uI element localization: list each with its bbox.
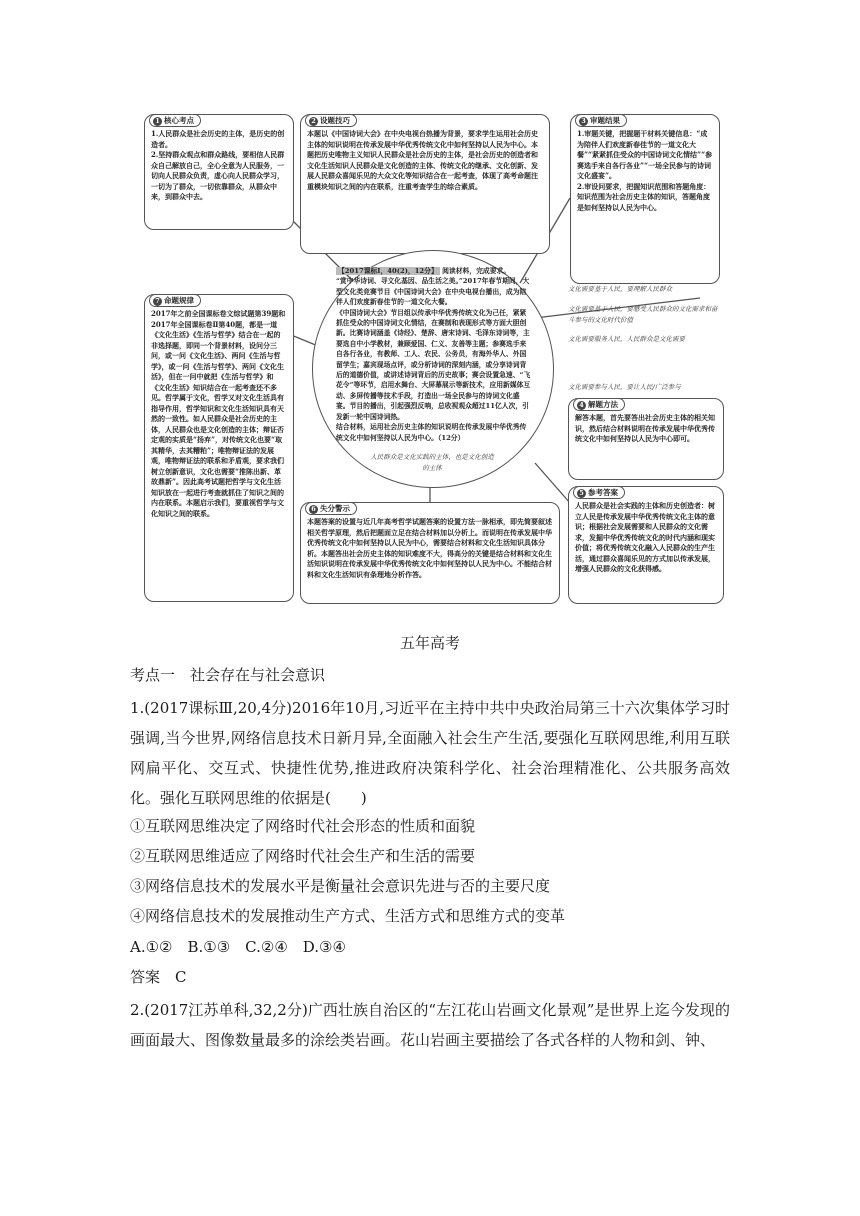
box-text: 本题以《中国诗词大会》在中央电视台热播为背景，要求学生运用社会历史主体的知识说明在传承发展中华优秀传统文化中如何坚持以人民为中心。本题把历史唯物主义知识人民群众是社会历史的主体，是社会历史的创造者和文化生活知识人民群众是文化创造的主体、传统文化的继承、文化创新、发展人民群众喜闻乐见的大众文化等知识结合在一起考查，体现了高考命题注重模块知识之间的内在联系，注重考查学生的综合素质。 xyxy=(307,129,538,191)
question-1-option-3: ③网络信息技术的发展水平是衡量社会意识先进与否的主要尺度 xyxy=(130,877,551,895)
box-tag: 3 审题结果 xyxy=(575,114,627,127)
box-text: 1.人民群众是社会历史的主体，是历史的创造者。 2.坚持群众观点和群众路线，要相信人民群众自己解放自己，全心全意为人民服务，一切向人民群众负责，虚心向人民群众学习，一切为了群众，一切依靠群众，从群众中来，到群众中去。 xyxy=(151,129,285,201)
box-reading-results xyxy=(570,114,720,284)
box-solution-method xyxy=(568,398,724,480)
box-tag: 6 失分警示 xyxy=(305,502,357,515)
question-1-option-1: ①互联网思维决定了网络时代社会形态的性质和面貌 xyxy=(130,817,476,835)
margin-note-1: 文化需要基于人民，要理解人民群众 xyxy=(568,285,672,293)
question-1-stem: 1.(2017课标Ⅲ,20,4分)2016年10月,习近平在主持中共中央政治局第三十六次集体学习时强调,当今世界,网络信息技术日新月异,全面融入社会生产生活,要强化互联网思维,利用互联网扁平化、交互式、快捷性优势,推进政府决策科学化、社会治理精准化、公共服务高效化。强化互联网思维的依据是( ) xyxy=(130,699,730,807)
box-text: 本题答案的设置与近几年高考哲学试题答案的设置方法一脉相承，即先简要叙述相关哲学原理，然后把题面立足在结合材料加以分析上。而说明在传承发展中华优秀传统文化中如何坚持以人民为中心，需要结合材料和文化生活知识具体分析。本题答出社会历史主体的知识难度不大，得高分的关键是结合材料和文化生活知识说明在传承发展中华优秀传统文化中如何坚持以人民为中心。不能结合材料和文化生活知识有条理地分析作答。 xyxy=(307,517,552,579)
knowledge-diagram xyxy=(140,108,724,608)
box-lost-points-warning xyxy=(300,502,560,604)
topic-heading: 考点一 社会存在与社会意识 xyxy=(130,666,326,684)
margin-note-4: 文化需要参与人民，要让人民/广泛参与 xyxy=(568,383,681,391)
box-text: 1.审题关键，把握题干材料关键信息：“成为陪伴人们欢度新春佳节的一道文化大餐”“紧紧抓住受众的中国诗词文化情结”“参赛选手来自各行各业”“一场全民参与的诗词文化盛宴”。 2.审设问要求，把握知识范围和答题角度：知识范围为社会历史主体的知识，答题角度是如何坚持以人民为中心。 xyxy=(577,129,713,212)
question-1-option-2: ②互联网思维适应了网络时代社会生产和生活的需要 xyxy=(130,847,476,865)
box-tag: 4 解题方法 xyxy=(573,398,625,411)
question-1-answer: 答案 C xyxy=(130,968,187,986)
box-core-points xyxy=(144,114,294,230)
box-tag: 7 命题规律 xyxy=(149,294,201,307)
question-1-option-4: ④网络信息技术的发展推动生产方式、生活方式和思维方式的变革 xyxy=(130,907,566,925)
box-proposition-pattern xyxy=(144,294,294,602)
box-text: 2017年之前全国课标卷文综试题第39题和2017年全国课标卷Ⅱ第40题，都是一道《文化生活》《生活与哲学》结合在一起的非选择题，即同一个背景材料，设问分三问，或一问《文化生活》、两问《生活与哲学》，或一问《生活与哲学》、两问《文化生活》，但在一问中就把《生活与哲学》和《文化生活》知识结合在一起考查还不多见。哲学属于文化，哲学又对文化生活具有指导作用，哲学知识和文化生活知识具有天然的一致性。如人民群众是社会历史的主体，人民群众也是文化创造的主体；辩证否定观的实质是“扬弃”，对传统文化也要“取其精华，去其糟粕”；唯物辩证法的发展观，唯物辩证法的联系和矛盾观，要求我们树立创新意识，文化也需要“推陈出新、革故鼎新”。因此高考试题把哲学与文化生活知识放在一起进行考查就抓住了知识之间的内在联系。本题启示我们，要重视哲学与文化知识之间的联系。 xyxy=(151,309,286,518)
material-text xyxy=(336,266,532,476)
box-tag: 1 核心考点 xyxy=(149,114,201,127)
question-1-choices: A.①② B.①③ C.②④ D.③④ xyxy=(130,938,346,956)
section-title: 五年高考 xyxy=(399,634,460,652)
material-lead: 阅读材料，完成要求。 xyxy=(442,267,511,275)
question-2-stem: 2.(2017江苏单科,32,2分)广西壮族自治区的“左江花山岩画文化景观”是世界上迄今发现的画面最大、图像数量最多的涂绘类岩画。花山岩画主要描绘了各式各样的人物和剑、钟、 xyxy=(130,1001,730,1049)
material-source: 【2017课标Ⅰ，40(2)，12分】 xyxy=(338,267,438,275)
box-question-design xyxy=(300,114,550,254)
margin-note-3: 文化需要服务人民，人民群众是文化需要 xyxy=(568,335,685,343)
box-text: 解答本题，首先要答出社会历史主体的相关知识，然后结合材料说明在传承发展中华优秀传统文化中如何坚持以人民为中心即可。 xyxy=(575,413,715,443)
box-reference-answer xyxy=(568,486,724,604)
handwritten-note: 人民群众是文化实践的主体，也是文化创造的主体 xyxy=(370,453,494,472)
margin-note-2: 文化需要基于人民，要感受人民群众的文化需求和奋斗参与的文化时代价值 xyxy=(568,305,718,324)
box-tag: 5 参考答案 xyxy=(573,486,625,499)
material-body: “赏中华诗词、寻文化基因、品生活之美。”2017年春节期间，大型文化类竞赛节目《中国诗词大会》在中央电视台播出，成为陪伴人们欢度新春佳节的一道文化大餐。 《中国诗词大会》节目组以传承中华优秀传统文化为己任，紧紧抓住受众的中国诗词文化情结，在赛制和表现形式等方面大胆创新。比赛诗词涵盖《诗经》、楚辞、唐宋诗词、毛泽东诗词等，主要选自中小学教材，兼顾爱国、仁义、友善等主题；参赛选手来自各行各业，有教师、工人、农民、公务员，有海外华人、外国留学生；嘉宾现场点评，或分析诗词的深刻内涵，或分享诗词背后的道德价值，或讲述诗词背后的历史故事；赛会设置急速、“飞花令”等环节，启用水舞台、大屏幕展示等新技术，应用新媒体互动、多屏传播等技术手段，打造出一场全民参与的诗词文化盛宴。节目的播出，引起强烈反响，总收视观众超过11亿人次，引发新一轮中国诗词热。 结合材料，运用社会历史主体的知识说明在传承发展中华优秀传统文化中如何坚持以人民为中心。（12分） xyxy=(336,277,531,442)
box-text: 人民群众是社会实践的主体和历史创造者：树立人民是传承发展中华优秀传统文化主体的意识；根据社会发展需要和人民群众的文化需求，发掘中华优秀传统文化的时代内涵和现实价值；将优秀传统文化融入人民群众的生产生活，通过群众喜闻乐见的方式加以传承发展，增强人民群众的文化获得感。 xyxy=(575,501,715,573)
box-tag: 2 设题技巧 xyxy=(305,114,357,127)
